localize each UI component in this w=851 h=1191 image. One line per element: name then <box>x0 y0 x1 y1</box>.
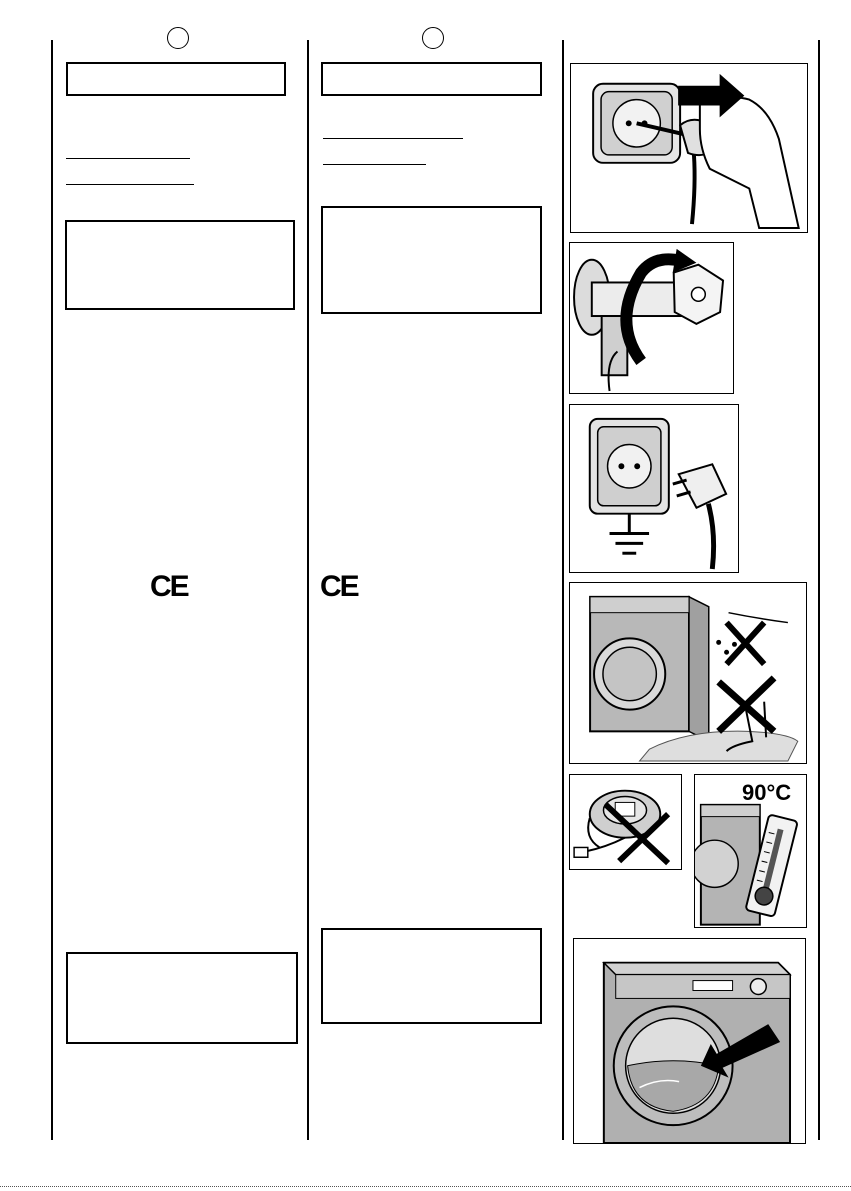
language-badge-left <box>167 27 189 49</box>
water-tap-close-icon <box>569 242 734 394</box>
column-divider-right-2 <box>818 40 820 1140</box>
section-heading-box-left <box>66 62 286 96</box>
underline-right-2 <box>323 164 426 165</box>
column-divider-middle <box>307 40 309 1140</box>
page-bottom-dotted-edge <box>0 1186 851 1187</box>
door-glass-hot-icon <box>573 938 806 1144</box>
warning-box-right-top <box>321 206 542 314</box>
ce-mark-left: CE <box>150 570 188 603</box>
column-divider-left <box>51 40 53 1140</box>
underline-right-1 <box>323 138 463 139</box>
warning-box-left-top <box>65 220 295 310</box>
language-badge-right <box>422 27 444 49</box>
underline-left-2 <box>66 184 194 185</box>
warning-box-right-bottom <box>321 928 542 1024</box>
column-divider-right-1 <box>562 40 564 1140</box>
underline-left-1 <box>66 158 190 159</box>
temperature-label: 90°C <box>742 780 792 805</box>
section-heading-box-right <box>321 62 542 96</box>
unplug-icon <box>570 63 808 233</box>
ce-mark-right: CE <box>320 570 358 603</box>
no-wet-hands-barefoot-icon <box>569 582 807 764</box>
earthed-socket-icon <box>569 404 739 573</box>
warning-box-left-bottom <box>66 952 298 1044</box>
no-extension-reel-icon <box>569 774 682 870</box>
